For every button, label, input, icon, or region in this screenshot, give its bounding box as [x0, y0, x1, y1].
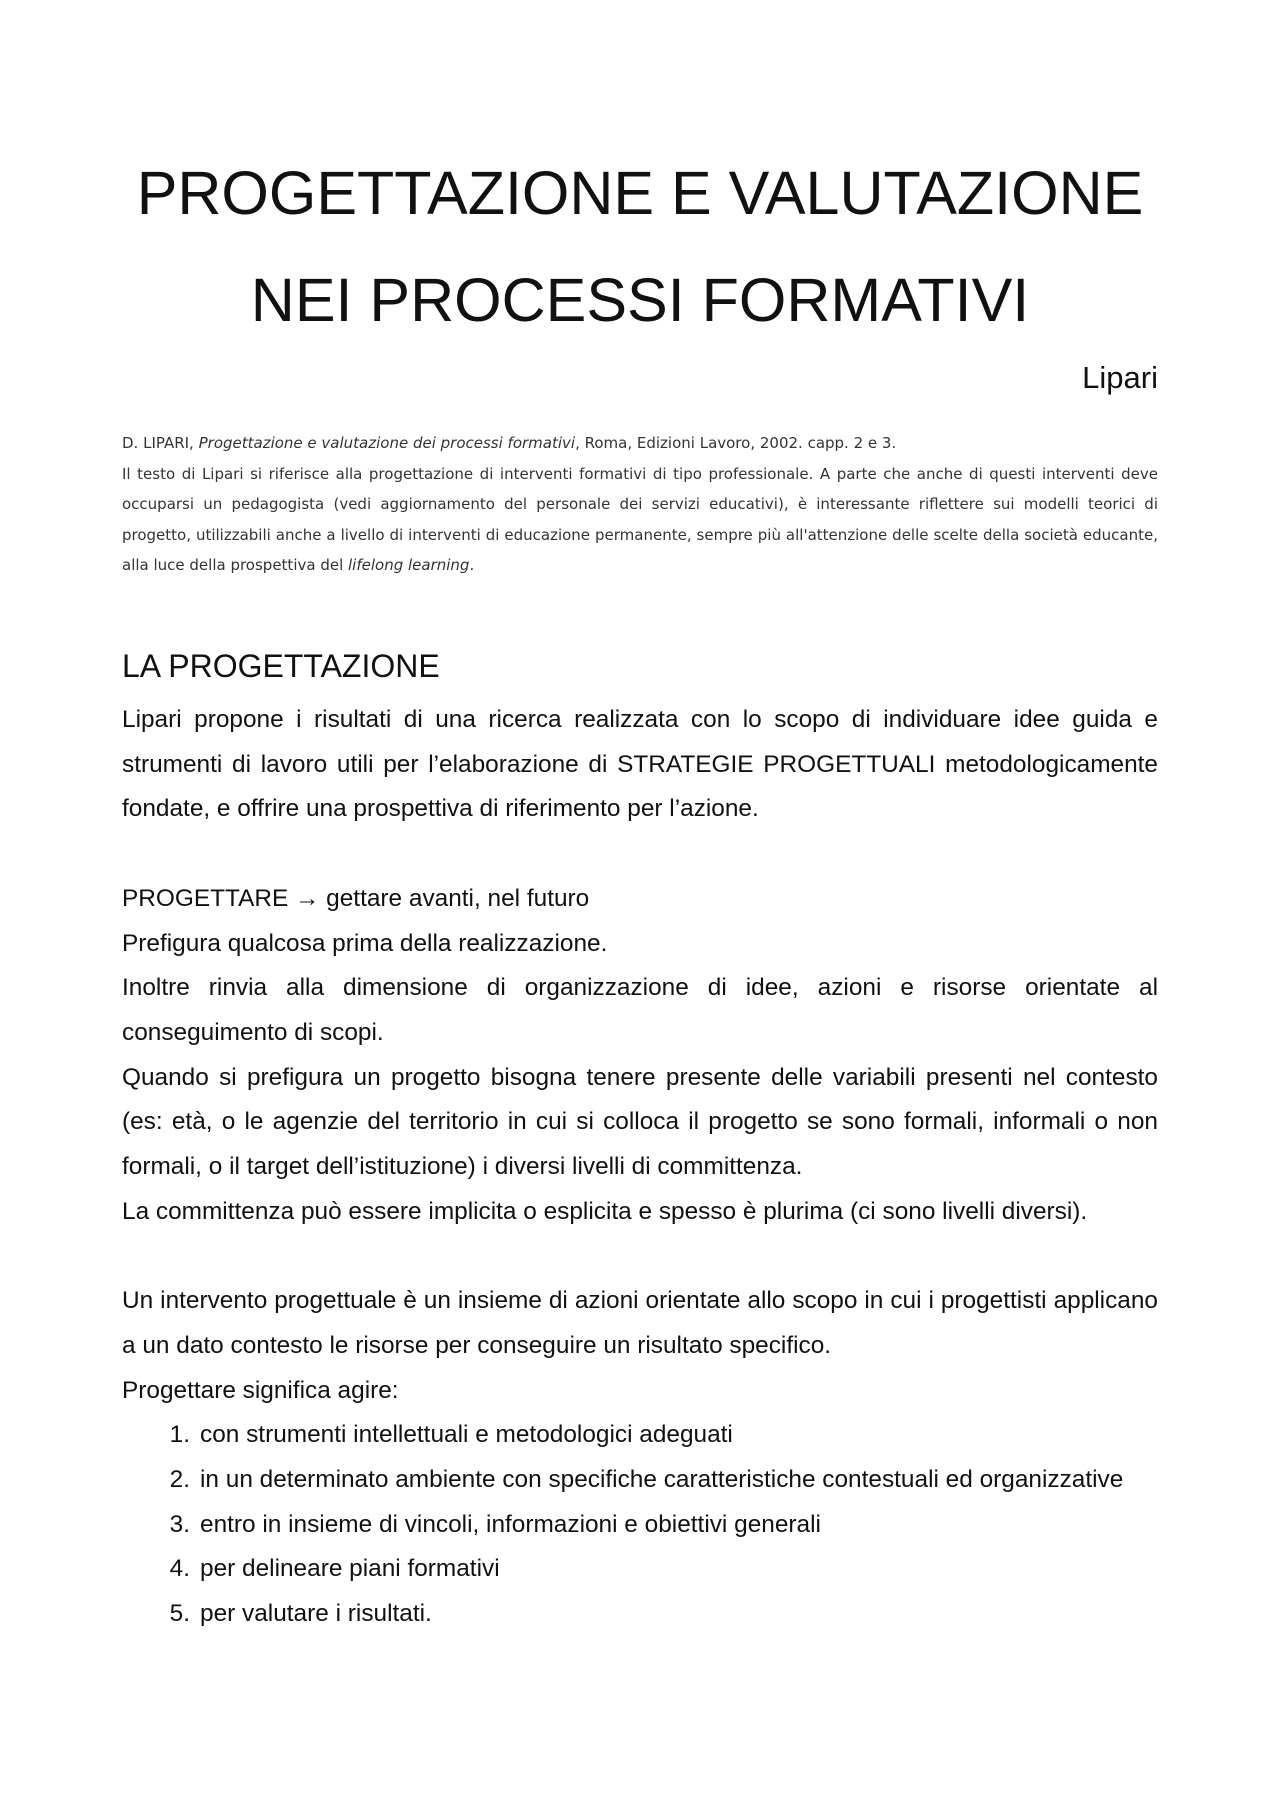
intro-note [122, 428, 1158, 581]
reference-suffix: , Roma, Edizioni Lavoro, 2002. capp. 2 e 3. [575, 434, 897, 452]
list-item [122, 1503, 1158, 1548]
list-item [122, 1592, 1158, 1637]
list-number: 1. [169, 1421, 190, 1449]
paragraph: Prefigura qualcosa prima della realizzazione. [122, 929, 608, 957]
list-number: 5. [169, 1600, 190, 1628]
reference-prefix: D. LIPARI, [122, 434, 199, 452]
list-number: 3. [169, 1510, 190, 1538]
intro-end: . [469, 556, 475, 574]
numbered-list [122, 1413, 1158, 1637]
paragraph: PROGETTARE → gettare avanti, nel futuro [122, 884, 590, 912]
section-heading: LA PROGETTAZIONE [122, 648, 440, 684]
intro-text: Il testo di Lipari si riferisce alla progettazione di interventi formativi di tipo professionale. A parte che anche di questi interventi deve occuparsi un pedagogista (vedi aggiornamento del personale dei servizi educativi), è interessante riflettere sui modelli teorici di progetto, utilizzabili anche a livello di interventi di educazione permanente, sempre più all'attenzione delle scelte della società educante, alla luce della prospettiva del [122, 464, 1158, 574]
paragraph: Un intervento progettuale è un insieme di azioni orientate allo scopo in cui i progettisti applicano a un dato contesto le risorse per conseguire un risultato specifico. [122, 1287, 1158, 1359]
reference-line [122, 428, 1158, 459]
list-text: con strumenti intellettuali e metodologici adeguati [200, 1421, 733, 1449]
title-line-2: NEI PROCESSI FORMATIVI [250, 266, 1030, 334]
list-text: per delineare piani formativi [200, 1555, 500, 1583]
list-number: 4. [169, 1555, 190, 1583]
author-name: Lipari [1082, 360, 1158, 395]
document-title [122, 140, 1158, 354]
list-item [122, 1413, 1158, 1458]
list-text: entro in insieme di vincoli, informazioni e obiettivi generali [200, 1510, 821, 1538]
list-item [122, 1547, 1158, 1592]
paragraph: Quando si prefigura un progetto bisogna tenere presente delle variabili presenti nel contesto (es: età, o le agenzie del territorio in cui si colloca il progetto se sono formali, informali o non formali, o il target dell’istituzione) i diversi livelli di committenza. [122, 1063, 1158, 1181]
reference-title: Progettazione e valutazione dei processi formativi [198, 434, 576, 452]
title-line-1: PROGETTAZIONE E VALUTAZIONE [136, 159, 1144, 227]
list-number: 2. [169, 1465, 190, 1493]
paragraph-gap [122, 832, 1158, 877]
paragraph: Inoltre rinvia alla dimensione di organizzazione di idee, azioni e risorse orientate al conseguimento di scopi. [122, 974, 1158, 1046]
list-text: in un determinato ambiente con specifiche caratteristiche contestuali ed organizzative [200, 1465, 1124, 1493]
list-item [122, 1458, 1158, 1503]
intro-paragraph [122, 459, 1158, 581]
intro-italic: lifelong learning [348, 556, 470, 574]
list-text: per valutare i risultati. [200, 1600, 432, 1628]
paragraph-gap [122, 1234, 1158, 1279]
paragraph: Progettare significa agire: [122, 1376, 399, 1404]
section-body [122, 698, 1158, 1637]
paragraph: Lipari propone i risultati di una ricerca realizzata con lo scopo di individuare idee guida e strumenti di lavoro utili per l’elaborazione di STRATEGIE PROGETTUALI metodologicamente fondate, e offrire una prospettiva di riferimento per l’azione. [122, 706, 1158, 823]
paragraph: La committenza può essere implicita o esplicita e spesso è plurima (ci sono livelli diversi). [122, 1197, 1088, 1225]
